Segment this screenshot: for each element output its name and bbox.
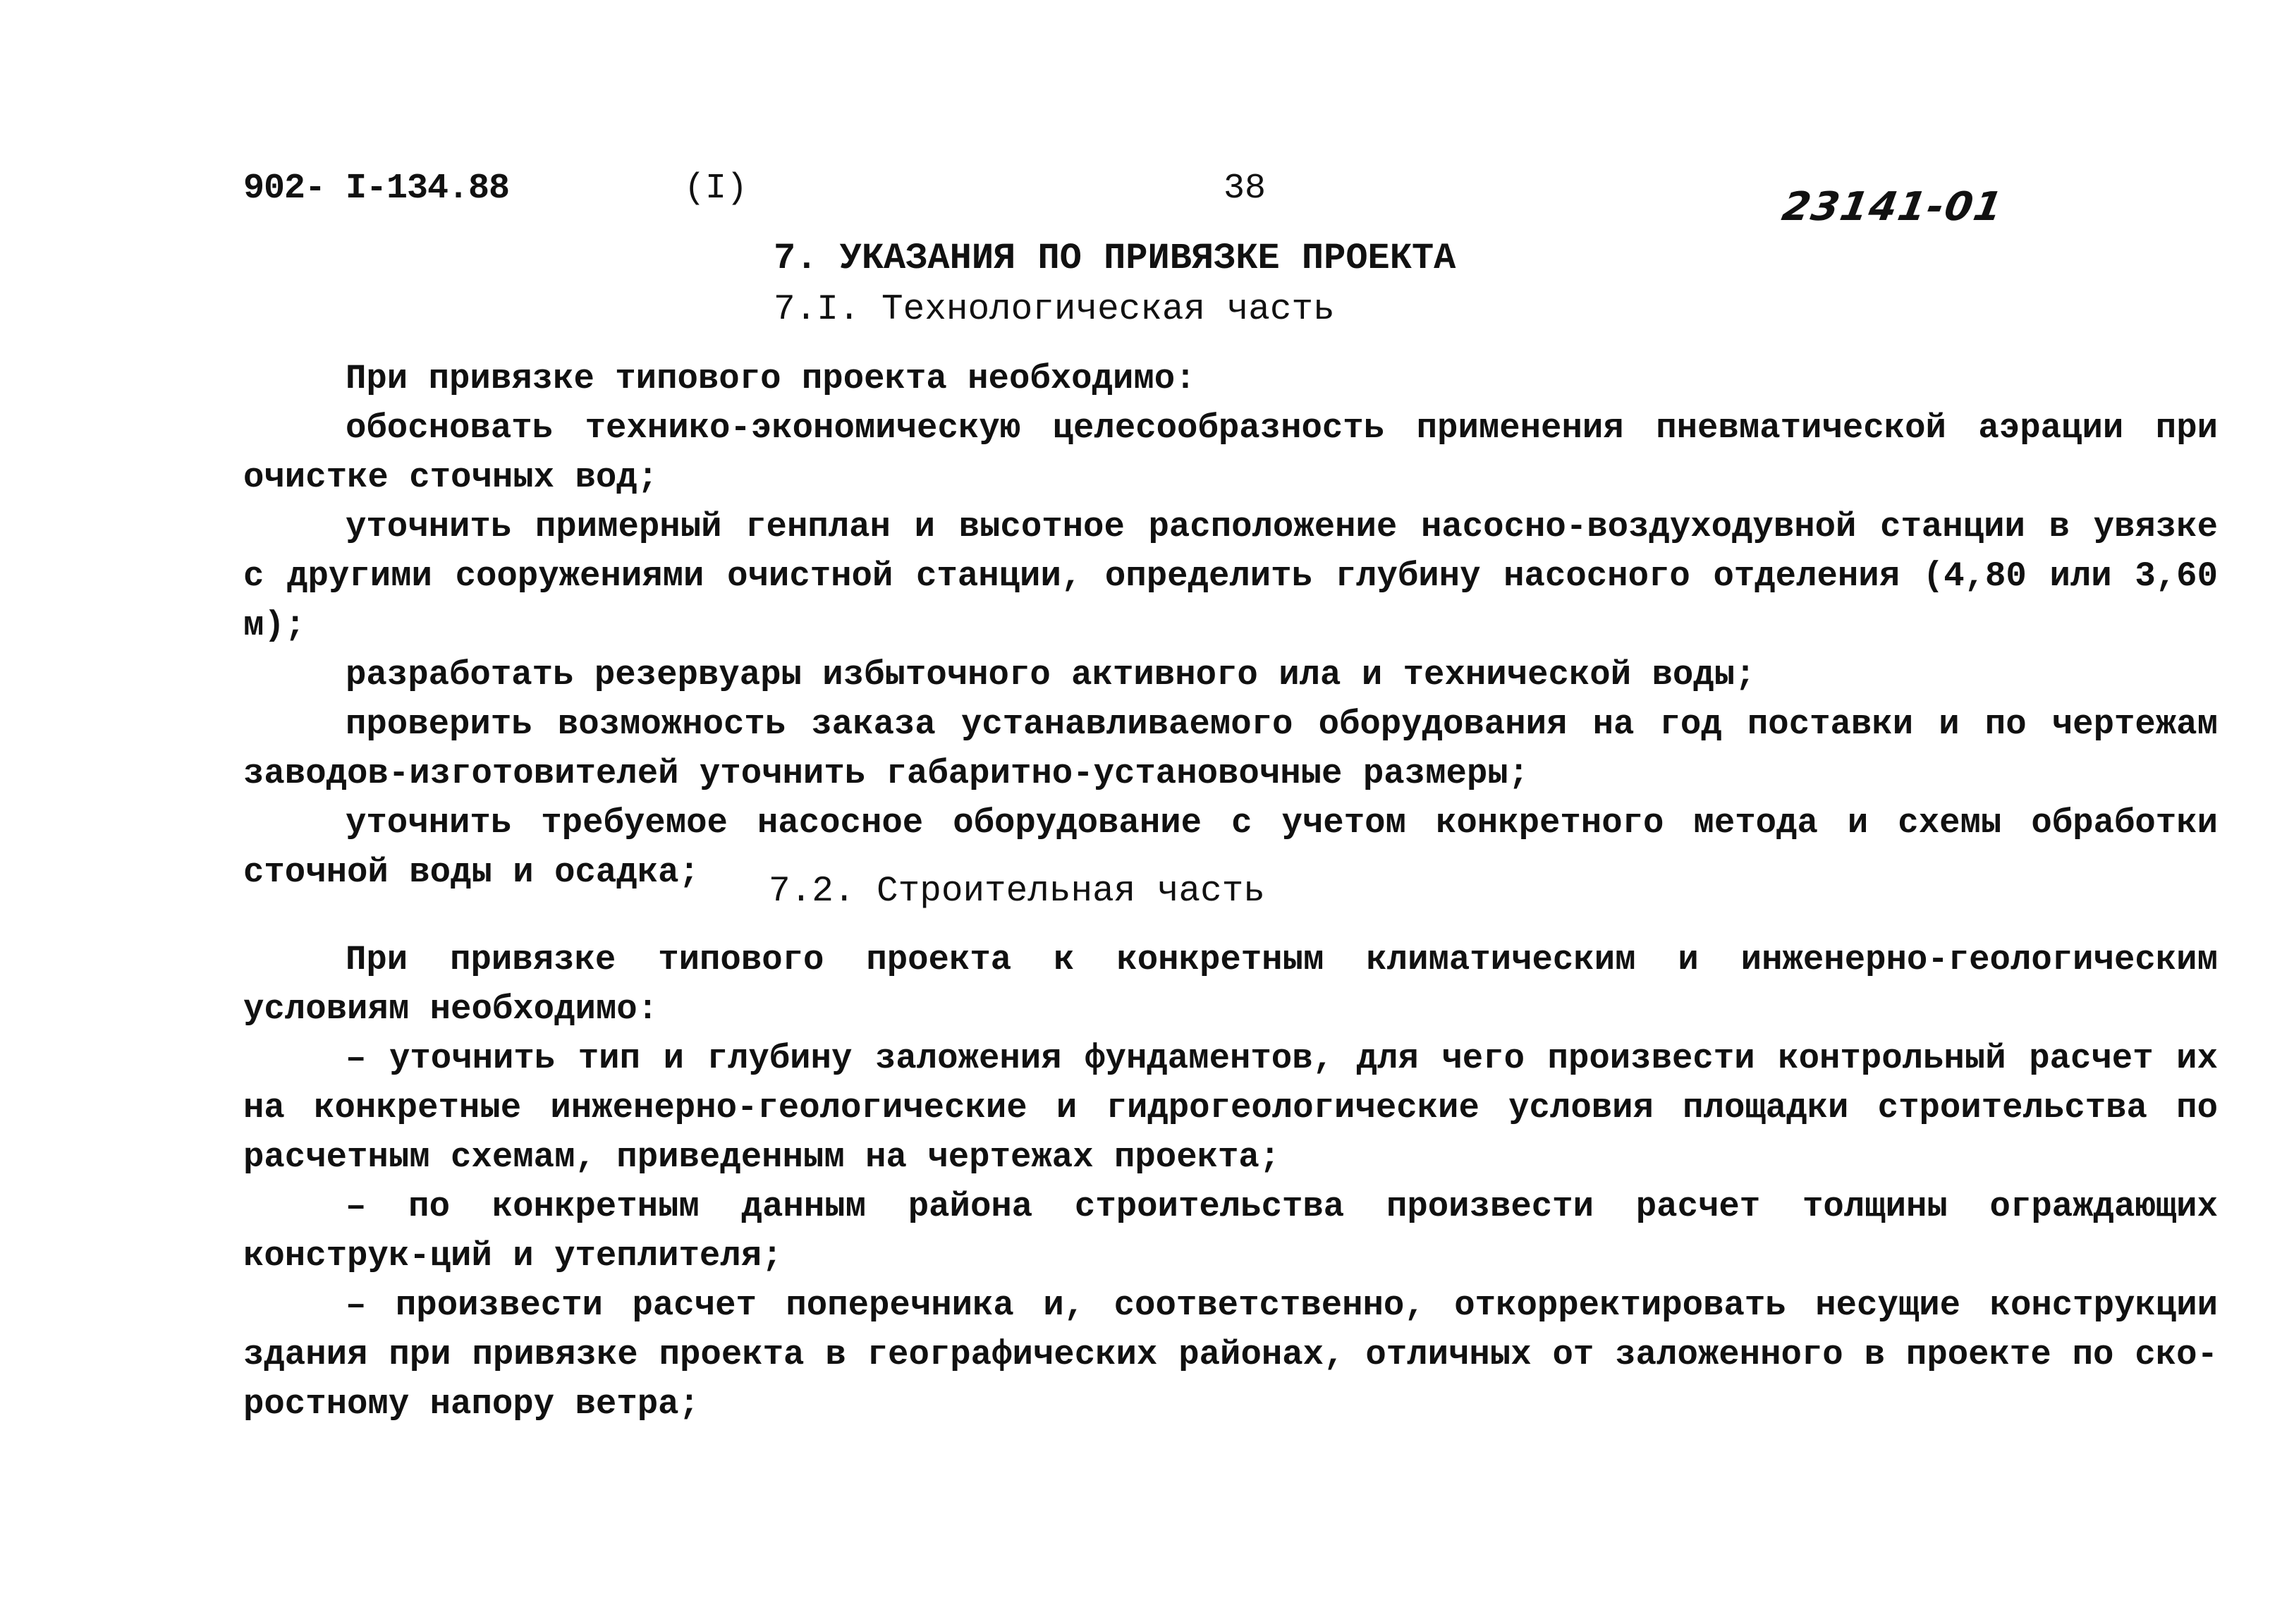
- technological-section-body: [243, 354, 2218, 897]
- paragraph: При привязке типового проекта к конкретным климатическим и инженерно-геологическим условиям необходимо:: [243, 940, 2218, 1029]
- paragraph: При привязке типового проекта необходимо:: [346, 359, 1196, 398]
- section-title: 7. УКАЗАНИЯ ПО ПРИВЯЗКЕ ПРОЕКТА: [774, 238, 1456, 279]
- page-number: 38: [1224, 169, 1267, 209]
- subsection-title-technological: 7.I. Технологическая часть: [774, 290, 1335, 330]
- construction-section-body: [243, 935, 2218, 1429]
- subsection-title-construction: 7.2. Строительная часть: [769, 872, 1265, 912]
- paragraph: – произвести расчет поперечника и, соответственно, откорректировать несущие конструкции здания при привязке проекта в географических районах, отличных от заложенного в проекте по ско-ростному напору ветра;: [243, 1286, 2218, 1424]
- paragraph: – по конкретным данным района строительства произвести расчет толщины ограждающих конструк-ций и утеплителя;: [243, 1187, 2218, 1276]
- paragraph: – уточнить тип и глубину заложения фундаментов, для чего произвести контрольный расчет их на конкретные инженерно-геологические и гидрогеологические условия площадки строительства по расчетным схемам, приведенным на чертежах проекта;: [243, 1039, 2218, 1177]
- paragraph: разработать резервуары избыточного активного ила и технической воды;: [346, 655, 1756, 695]
- paragraph: проверить возможность заказа устанавливаемого оборудования на год поставки и по чертежам заводов-изготовителей уточнить габаритно-установочные размеры;: [243, 704, 2218, 793]
- handwritten-code: 23141-01: [1778, 184, 2007, 230]
- part-number: (I): [684, 169, 748, 209]
- paragraph: уточнить примерный генплан и высотное расположение насосно-воздуходувной станции в увязке с другими сооружениями очистной станции, определить глубину насосного отделения (4,80 или 3,60 м);: [243, 507, 2218, 645]
- paragraph: уточнить требуемое насосное оборудование с учетом конкретного метода и схемы обработки сточной воды и осадка;: [243, 803, 2218, 892]
- document-number: 902- I-134.88: [243, 169, 510, 209]
- paragraph: обосновать технико-экономическую целесообразность применения пневматической аэрации при очистке сточных вод;: [243, 408, 2218, 497]
